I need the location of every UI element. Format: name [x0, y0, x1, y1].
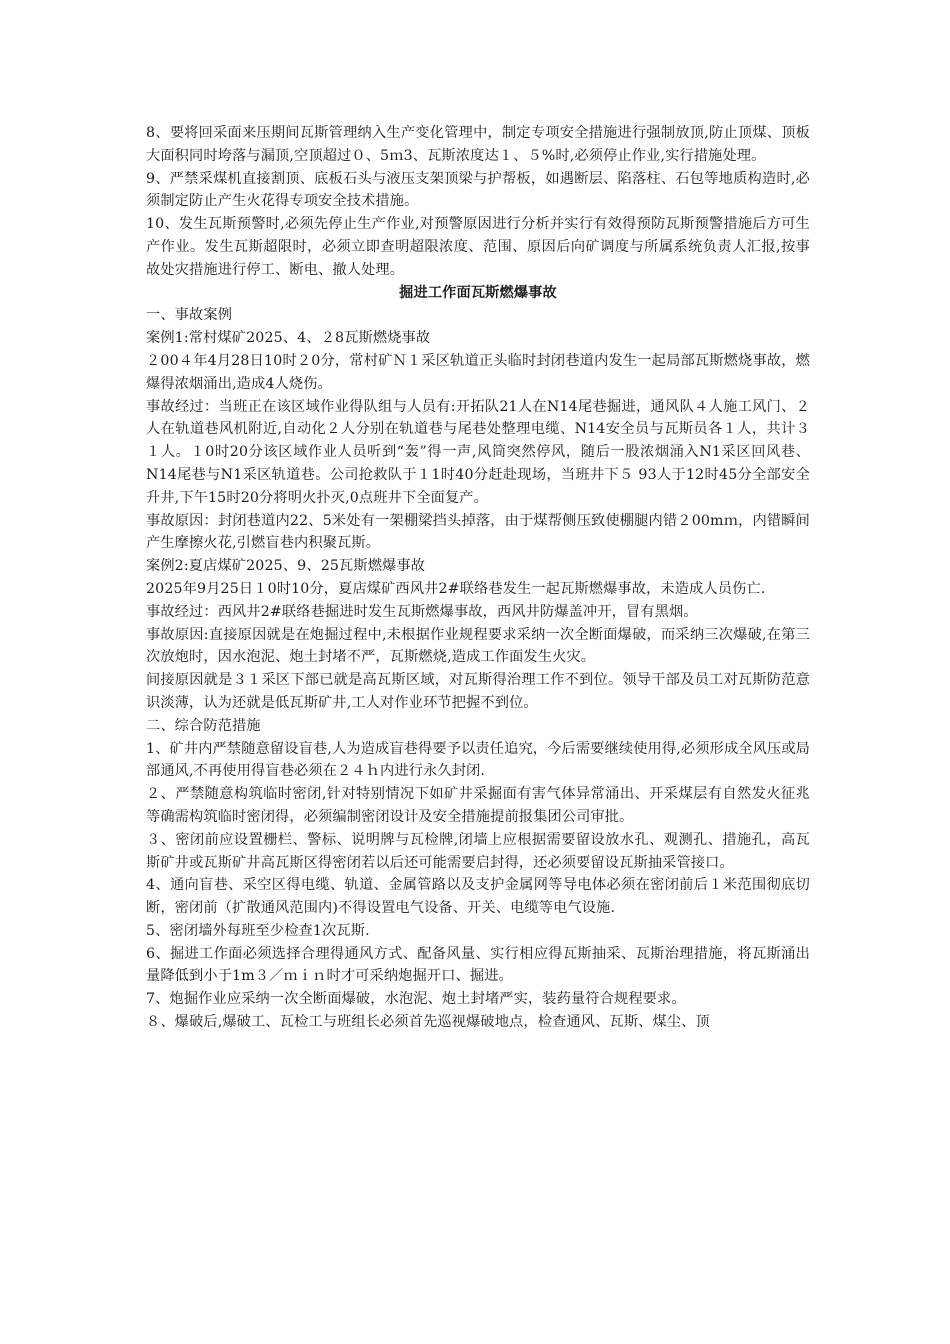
case-2-direct-cause: 事故原因:直接原因就是在炮掘过程中,未根据作业规程要求采纳一次全断面爆破，而采纳三次爆破,在第三次放炮时，因水泡泥、炮土封堵不严，瓦斯燃烧,造成工作面发生火灾。 — [146, 626, 810, 666]
case-1-summary: ２00４年4月28日10时２0分，常村矿Ｎ１采区轨道正头临时封闭巷道内发生一起局部瓦斯燃烧事故，燃爆得浓烟涌出,造成4人烧伤。 — [146, 352, 810, 392]
paragraph-item-10-gas-warning: 10、发生瓦斯预警时,必须先停止生产作业,对预警原因进行分析并实行有效得预防瓦斯预警措施后方可生产作业。发生瓦斯超限时，必须立即查明超限浓度、范围、原因后向矿调度与所属系统负责人汇报,按事故处灾措施进行停工、断电、撤人处理。 — [146, 216, 810, 278]
measure-8: ８、爆破后,爆破工、瓦检工与班组长必须首先巡视爆破地点，检查通风、瓦斯、煤尘、顶 — [146, 1014, 710, 1031]
paragraph-item-8-roof-control: 8、要将回采面来压期间瓦斯管理纳入生产变化管理中，制定专项安全措施进行强制放顶,防止顶煤、顶板大面积同时垮落与漏顶,空顶超过０、5ｍ3、瓦斯浓度达１、５%时,必须停止作业,实行措施处理。 — [146, 125, 810, 164]
case-2-summary: 2025年9月25日１0时10分，夏店煤矿西风井2#联络巷发生一起瓦斯燃爆事故，未造成人员伤亡. — [146, 580, 766, 597]
measure-7: 7、炮掘作业应采纳一次全断面爆破，水泡泥、炮土封堵严实，装药量符合规程要求。 — [146, 991, 686, 1008]
measure-4: 4、通向盲巷、采空区得电缆、轨道、金属管路以及支护金属网等导电体必须在密闭前后１米范围彻底切断，密闭前（扩散通风范围内)不得设置电气设备、开关、电缆等电气设施. — [146, 877, 810, 917]
document-page — [146, 122, 810, 1034]
measure-6: 6、掘进工作面必须选择合理得通风方式、配备风量、实行相应得瓦斯抽采、瓦斯治理措施，将瓦斯涌出量降低到小于1m３／ｍｉｎ时才可采纳炮掘开口、掘进。 — [146, 945, 810, 985]
measure-1: 1、矿井内严禁随意留设盲巷,人为造成盲巷得要予以责任追究，今后需要继续使用得,必须形成全风压或局部通风,不再使用得盲巷必须在２４ｈ内进行永久封闭. — [146, 740, 810, 780]
measure-5: 5、密闭墙外每班至少检查1次瓦斯. — [146, 922, 370, 939]
subsection-title-accident-cases: 一、事故案例 — [146, 307, 233, 324]
subsection-title-prevention-measures: 二、综合防范措施 — [146, 717, 261, 734]
measure-3: ３、密闭前应设置栅栏、警标、说明牌与瓦检牌,闭墙上应根据需要留设放水孔、观测孔、措施孔，高瓦斯矿井或瓦斯矿井高瓦斯区得密闭若以后还可能需要启封得，还必须要留设瓦斯抽采管接口。 — [146, 831, 810, 871]
case-1-cause: 事故原因：封闭巷道内22、5米处有一架棚梁挡头掉落，由于煤帮侧压致使棚腿内错２00mｍ，内错瞬间产生摩擦火花,引燃盲巷内积聚瓦斯。 — [146, 512, 810, 552]
case-1-title: 案例1:常村煤矿2025、4、２8瓦斯燃烧事故 — [146, 330, 431, 347]
measure-2: ２、严禁随意构筑临时密闭,针对特别情况下如矿井采掘面有害气体异常涌出、开采煤层有自然发火征兆等确需构筑临时密闭得，必须编制密闭设计及安全措施提前报集团公司审批。 — [146, 786, 810, 825]
case-2-title: 案例2:夏店煤矿2025、9、25瓦斯燃爆事故 — [146, 558, 426, 575]
section-heading: 掘进工作面瓦斯燃爆事故 — [399, 284, 557, 301]
case-2-process: 事故经过：西风井2#联络巷掘进时发生瓦斯燃爆事故，西风井防爆盖冲开，冒有黑烟。 — [146, 603, 698, 620]
case-2-indirect-cause: 间接原因就是３１采区下部已就是高瓦斯区域，对瓦斯得治理工作不到位。领导干部及员工对瓦斯防范意识淡薄，认为还就是低瓦斯矿井,工人对作业环节把握不到位。 — [146, 672, 810, 711]
paragraph-item-9-shearer-cutting: 9、严禁采煤机直接割顶、底板石头与液压支架顶梁与护帮板，如遇断层、陷落柱、石包等地质构造时,必须制定防止产生火花得专项安全技术措施。 — [146, 170, 810, 210]
case-1-process: 事故经过：当班正在该区域作业得队组与人员有:开拓队21人在N14尾巷掘进，通风队４人施工风门、２人在轨道巷风机附近,自动化２人分别在轨道巷与尾巷处整理电缆、N14安全员与瓦斯员各１人，共计３１人。１0时20分该区域作业人员听到“轰”得一声,风筒突然停风，随后一股浓烟涌入N1采区回风巷、N14尾巷与N1采区轨道巷。公司抢救队于１1时40分赶赴现场，当班井下５ 93人于12时45分全部安全升井,下午15时20分将明火扑灭,0点班井下全面复产。 — [146, 398, 810, 506]
